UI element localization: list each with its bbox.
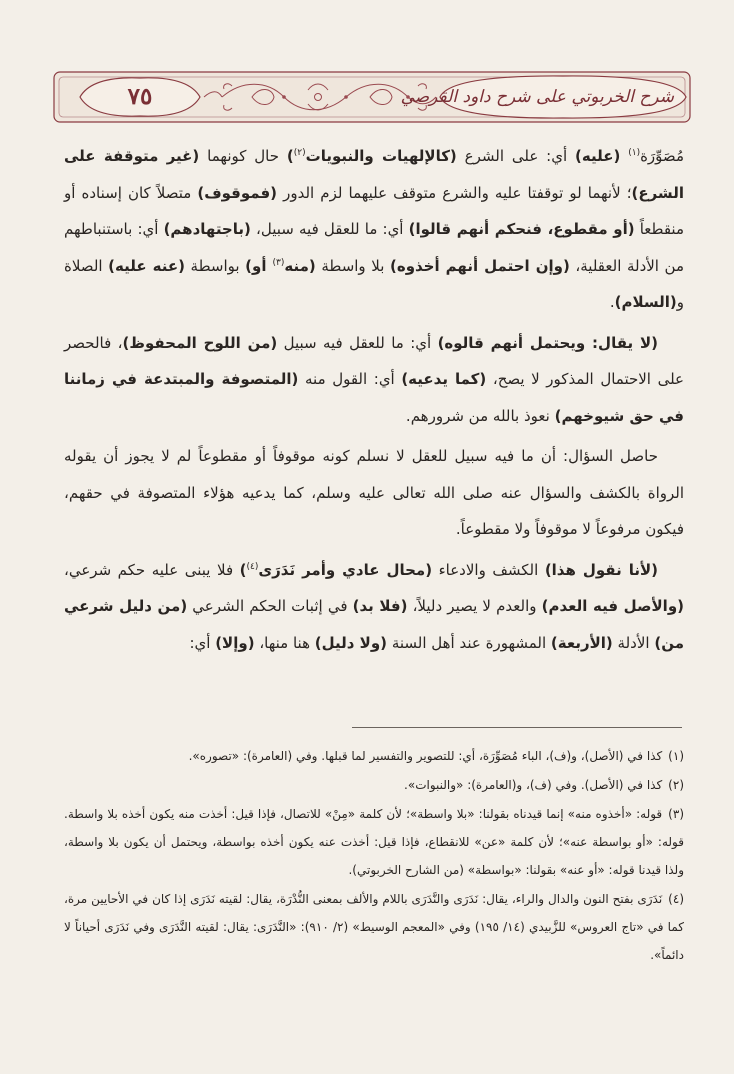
- text-run: ؛ لأنهما لو توقفتا عليه والشرع متوقف عليهما لزم الدور: [277, 183, 632, 202]
- footnote-text: قوله: «أخذوه منه» إنما قيدناه بقولنا: «بلا واسطة»؛ لأن كلمة «مِنْ» للاتصال، فإذا قيل: أخذت منه يكون أخذه بلا واسطة. قوله: «أو بواسطة عنه»؛ لأن كلمة «عن» للانقطاع، فإذا قيل: أخذت عنه يكون أخذه بواسطة، ويحتمل أن يكون بلا واسطة، ولذا قيدنا قوله: «أو عنه» بقولنا: «بواسطة» (من الشارح الخربوتي).: [64, 807, 684, 877]
- footnote-2: [64, 771, 684, 799]
- footnotes: [64, 742, 684, 970]
- main-text: [64, 138, 684, 665]
- text-run: فلا يبنى عليه حكم شرعي،: [64, 560, 240, 579]
- footnote-number: (٣): [668, 807, 684, 821]
- bold-text-run: ): [286, 147, 294, 165]
- bold-text-run: (عنه عليه): [108, 256, 185, 275]
- footnote-number: (٤): [668, 892, 684, 906]
- footnote-4: [64, 885, 684, 969]
- text-run: في إثبات الحكم الشرعي: [187, 597, 353, 615]
- bold-text-run: (السلام): [614, 293, 677, 311]
- footnote-text: كذا في (الأصل)، و(ف)، الباء مُصَوِّرَة، أي: للتصوير والتفسير لما قبلها. وفي (العامرة): «تصوره».: [188, 749, 663, 763]
- text-run: الصلاة و: [64, 256, 684, 311]
- bold-text-run: (منه: [284, 256, 316, 275]
- text-run: بلا واسطة: [315, 256, 390, 275]
- bold-text-run: (ولا دليل): [314, 633, 388, 652]
- bold-text-run: (المتصوفة والمبتدعة في زماننا في حق شيوخهم): [64, 370, 684, 425]
- bold-text-run: (كما يدعيه): [401, 370, 487, 388]
- footnote-ref-3: (٣): [272, 257, 285, 268]
- text-run: .: [609, 293, 615, 311]
- bold-text-run: (فموقوف): [197, 183, 278, 202]
- footnote-1: [64, 742, 684, 770]
- bold-text-run: (من اللوح المحفوظ): [122, 333, 278, 352]
- bold-text-run: (وإلا): [215, 633, 255, 652]
- text-run: أي: ما للعقل فيه سبيل: [277, 333, 438, 352]
- text-run: أي: ما للعقل فيه سبيل،: [250, 220, 409, 238]
- footnote-number: (١): [668, 749, 684, 763]
- footnote-text: كذا في (الأصل). وفي (ف)، و(العامرة): «والنبوات».: [404, 778, 663, 792]
- text-run: المشهورة عند أهل السنة: [387, 633, 551, 652]
- paragraph-3: حاصل السؤال: أن ما فيه سبيل للعقل لا نسلم كونه موقوفاً أو مقطوعاً لم لا يجوز أن يقوله الرواة بالكشف والسؤال عنه صلى الله تعالى عليه وسلم، كما يدعيه هؤلاء المتصوفة في حقهم، فيكون مرفوعاً لا موقوفاً ولا مقطوعاً.: [64, 447, 684, 538]
- bold-text-run: (لا يقال: ويحتمل أنهم قالوه): [437, 333, 658, 352]
- text-run: أي:: [189, 633, 216, 652]
- bold-text-run: (غير متوقفة على الشرع): [64, 147, 684, 202]
- text-run: هنا منها،: [254, 633, 315, 652]
- text-run: حال كونهما: [199, 147, 287, 165]
- bold-text-run: (عليه): [575, 147, 621, 165]
- bold-text-run: (وإن احتمل أنهم أخذوه): [389, 256, 570, 275]
- footnote-ref-2: (٢): [293, 148, 306, 158]
- bold-text-run: (محال عادي وأمر نَدَرَى: [258, 560, 433, 579]
- bold-text-run: (أو مقطوع، فنحكم أنهم قالوا): [408, 220, 635, 238]
- bold-text-run: (باجتهادهم): [163, 220, 251, 238]
- text-run: مُصَوِّرَة: [640, 147, 684, 165]
- text-run: بواسطة: [184, 256, 246, 275]
- footnote-3: [64, 800, 684, 884]
- bold-text-run: أو): [245, 256, 273, 275]
- bold-text-run: ): [239, 560, 247, 579]
- footnote-text: نَدَرَى بفتح النون والدال والراء، يقال: نَدَرَى والنَّدَرَى باللام والألف بمعنى النُّدْرَة، يقال: لقيته نَدَرَى إذا كان في الأحايين مرة، كما في «تاج العروس» للزَّبيدي (١٤/ ١٩٥) وفي «المعجم الوسيط» (٢/ ٩١٠): «النَّدَرَى: يقال: لقيته النَّدَرَى وفي نَدَرَى أحياناً لا دائماً».: [64, 892, 684, 962]
- bold-text-run: (والأصل فيه العدم): [541, 597, 684, 615]
- text-run: أي: القول منه: [298, 370, 402, 388]
- footnote-ref-4: (٤): [246, 561, 259, 572]
- text-run: الأدلة: [612, 633, 655, 652]
- text-run: نعوذ بالله من شرورهم.: [405, 406, 555, 425]
- footnote-divider: [352, 727, 682, 728]
- paragraph-1: [64, 138, 684, 321]
- paragraph-4: [64, 552, 684, 662]
- text-run: متصلاً كان إسناده أو منقطعاً: [64, 183, 684, 238]
- page-number: ٧٥: [127, 83, 153, 110]
- text-run: الكشف والادعاء: [432, 560, 545, 579]
- book-title: شرح الخربوتي على شرح داود القرصي: [400, 87, 674, 107]
- bold-text-run: (كالإلهيات والنبويات: [305, 147, 457, 165]
- bold-text-run: (لأنا نقول هذا): [544, 560, 658, 579]
- bold-text-run: (فلا بد): [352, 597, 408, 615]
- page-header: [52, 66, 692, 128]
- bold-text-run: (الأربعة): [550, 633, 613, 652]
- footnote-ref-1: (١): [628, 148, 641, 158]
- text-run: أي: باستنباطهم من الأدلة العقلية،: [64, 220, 685, 275]
- paragraph-2: [64, 325, 684, 435]
- footnote-number: (٢): [668, 778, 684, 792]
- text-run: ، فالحصر على الاحتمال المذكور لا يصح،: [64, 333, 684, 388]
- bold-text-run: (من دليل شرعي من): [64, 597, 684, 652]
- text-run: والعدم لا يصير دليلاً،: [407, 597, 542, 615]
- text-run: أي: على الشرع: [456, 147, 576, 165]
